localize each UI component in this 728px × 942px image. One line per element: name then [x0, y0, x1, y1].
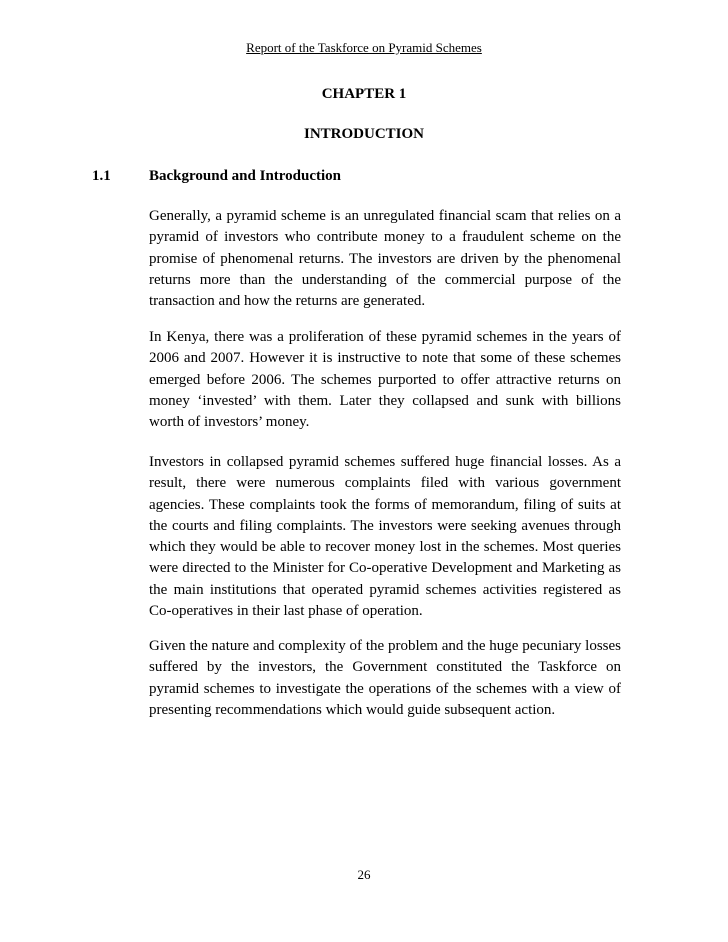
- page-number: 26: [357, 867, 371, 882]
- chapter-title: INTRODUCTION: [303, 126, 424, 142]
- chapter-number: CHAPTER 1: [321, 86, 407, 102]
- section-title: Background and Introduction: [149, 168, 342, 184]
- body-paragraph: Given the nature and complexity of the problem and the huge pecuniary losses suffered by the investors, the Government constituted the Taskforce on pyramid schemes to investigate the operations of the schemes with a view of presenting recommendations which would guide subsequent action.: [149, 638, 621, 718]
- body-paragraph: In Kenya, there was a proliferation of these pyramid schemes in the years of 2006 and 2007. However it is instructive to note that some of these schemes emerged before 2006. The schemes purported to offer attractive returns on money ‘invested’ with them. Later they collapsed and sunk with billions worth of investors’ money.: [149, 329, 621, 431]
- running-header: Report of the Taskforce on Pyramid Schemes: [246, 40, 482, 55]
- section-number: 1.1: [92, 168, 111, 184]
- body-paragraph: Generally, a pyramid scheme is an unregulated financial scam that relies on a pyramid of investors who contribute money to a fraudulent scheme on the promise of phenomenal returns. The investors are driven by the phenomenal returns more than the understanding of the commercial purpose of the transaction and how the returns are generated.: [149, 208, 621, 310]
- body-paragraph: Investors in collapsed pyramid schemes suffered huge financial losses. As a result, there were numerous complaints filed with various government agencies. These complaints took the forms of memorandum, filing of suits at the courts and filing complaints. The investors were seeking avenues through which they would be able to recover money lost in the schemes. Most queries were directed to the Minister for Co-operative Development and Marketing as the main institutions that operated pyramid schemes activities registered as Co-operatives in their last phase of operation.: [149, 454, 621, 620]
